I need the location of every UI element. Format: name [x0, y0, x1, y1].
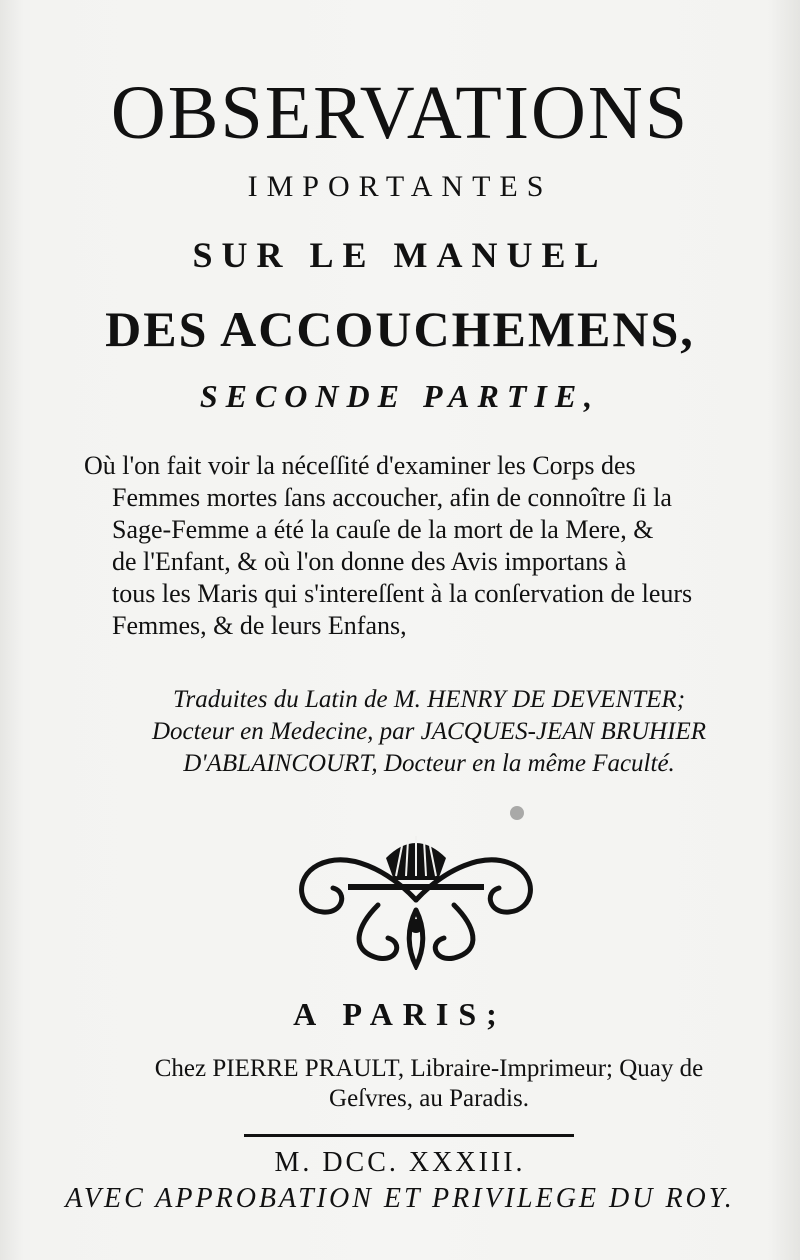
description-line: de l'Enfant, & où l'on donne des Avis importans à: [112, 547, 627, 576]
subtitle-sur-le-manuel: SUR LE MANUEL: [192, 235, 608, 275]
main-title: OBSERVATIONS: [110, 71, 690, 155]
subtitle-accouchemens: DES ACCOUCHEMENS,: [105, 301, 695, 357]
translation-line: Traduites du Latin de M. HENRY DE DEVENTER;: [172, 686, 686, 713]
description-line: Sage-Femme a été la cauſe de la mort de la Mere, &: [112, 515, 654, 544]
printer-imprint: [84, 1054, 774, 1114]
royal-privilege: AVEC APPROBATION ET PRIVILEGE DU ROY.: [65, 1183, 735, 1214]
printer-line: Geſvres, au Paradis.: [329, 1085, 529, 1112]
divider-rule: [244, 1134, 574, 1137]
ink-spot: [510, 806, 524, 820]
description-line: tous les Maris qui s'intereſſent à la conſervation de leurs: [112, 579, 693, 608]
imprint-place: A PARIS;: [293, 996, 507, 1032]
translation-line: Docteur en Medecine, par JACQUES-JEAN BRUHIER: [152, 718, 706, 745]
description-line: Femmes mortes ſans accoucher, afin de connoître ſi la: [112, 483, 672, 512]
subtitle-seconde-partie: SECONDE PARTIE,: [199, 378, 601, 414]
description-paragraph: [84, 450, 774, 642]
translation-credit: [84, 684, 774, 780]
description-line: Femmes, & de leurs Enfans,: [112, 611, 407, 640]
publication-year: M. DCC. XXXIII.: [274, 1147, 526, 1178]
description-line: Où l'on fait voir la néceſſité d'examiner les Corps des: [84, 451, 636, 480]
printer-line: Chez PIERRE PRAULT, Libraire-Imprimeur; Quay de: [154, 1055, 704, 1082]
translation-line: D'ABLAINCOURT, Docteur en la même Faculté.: [183, 750, 675, 777]
printers-ornament-icon: [288, 830, 544, 970]
subtitle-importantes: IMPORTANTES: [247, 170, 553, 203]
